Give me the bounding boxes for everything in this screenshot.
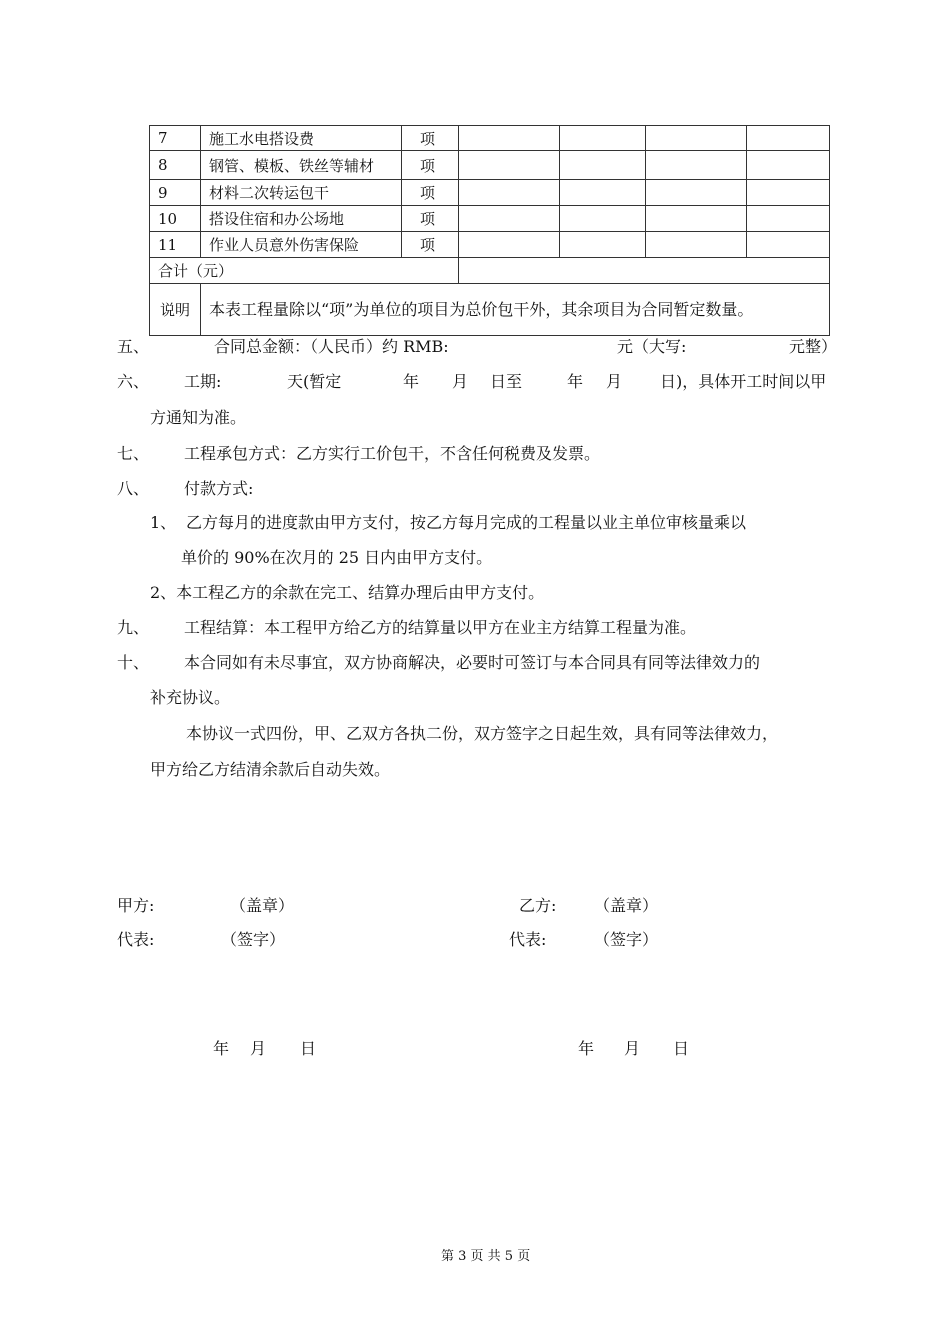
clause-6-day-1: 日至 — [490, 372, 523, 391]
empty-cell — [459, 126, 560, 151]
empty-cell — [646, 126, 747, 151]
empty-cell — [560, 232, 646, 258]
item-unit: 项 — [402, 206, 459, 232]
item-unit: 项 — [402, 126, 459, 151]
clause-6-days: 天(暂定 — [287, 372, 342, 391]
item-name: 材料二次转运包干 — [201, 180, 402, 206]
item-name: 施工水电搭设费 — [201, 126, 402, 151]
empty-cell — [646, 151, 747, 180]
date-b-day: 日 — [673, 1039, 690, 1058]
final-paragraph-line-1: 本协议一式四份，甲、乙双方各执二份，双方签字之日起生效，具有同等法律效力， — [186, 724, 779, 743]
date-a-month: 月 — [250, 1039, 267, 1058]
table-row — [150, 126, 830, 151]
date-a-day: 日 — [300, 1039, 317, 1058]
table-row — [150, 180, 830, 206]
empty-cell — [560, 206, 646, 232]
row-number: 10 — [150, 206, 201, 232]
table-row — [150, 151, 830, 180]
clause-6-continued: 方通知为准。 — [150, 408, 247, 427]
clause-9-number: 九、 — [117, 618, 150, 637]
rep-a-sign: （签字） — [221, 930, 286, 949]
note-row — [150, 284, 830, 336]
party-b-label: 乙方: — [519, 896, 557, 915]
empty-cell — [459, 232, 560, 258]
clause-5-number: 五、 — [117, 337, 150, 356]
empty-cell — [747, 151, 830, 180]
party-a-seal: （盖章） — [230, 896, 295, 915]
clause-6-number: 六、 — [117, 372, 150, 391]
item-unit: 项 — [402, 232, 459, 258]
date-b-month: 月 — [624, 1039, 641, 1058]
total-value — [459, 258, 830, 284]
date-a-year: 年 — [213, 1039, 230, 1058]
row-number: 9 — [150, 180, 201, 206]
party-b-seal: （盖章） — [594, 896, 659, 915]
clause-6-tail: 日)，具体开工时间以甲 — [660, 372, 827, 391]
total-row — [150, 258, 830, 284]
clause-8-number: 八、 — [117, 479, 150, 498]
empty-cell — [747, 206, 830, 232]
clause-6-month-2: 月 — [606, 372, 623, 391]
empty-cell — [459, 206, 560, 232]
item-unit: 项 — [402, 180, 459, 206]
final-paragraph-line-2: 甲方给乙方结清余款后自动失效。 — [150, 760, 391, 779]
cost-items-table — [149, 125, 830, 336]
date-b-year: 年 — [578, 1039, 595, 1058]
empty-cell — [459, 180, 560, 206]
empty-cell — [646, 180, 747, 206]
clause-7-number: 七、 — [117, 444, 150, 463]
clause-8-1-number: 1、 — [150, 513, 177, 532]
clause-8-text: 付款方式: — [184, 479, 254, 498]
row-number: 8 — [150, 151, 201, 180]
row-number: 11 — [150, 232, 201, 258]
empty-cell — [747, 180, 830, 206]
clause-8-2-text: 2、本工程乙方的余款在完工、结算办理后由甲方支付。 — [150, 583, 545, 602]
empty-cell — [646, 206, 747, 232]
page-number: 第 3 页 共 5 页 — [441, 1249, 531, 1264]
empty-cell — [747, 232, 830, 258]
empty-cell — [560, 180, 646, 206]
clause-10-number: 十、 — [117, 653, 150, 672]
empty-cell — [560, 126, 646, 151]
clause-5-amount: 合同总金额：（人民币）约 RMB: — [214, 337, 449, 356]
note-label: 说明 — [150, 284, 201, 336]
clause-8-1-text: 乙方每月的进度款由甲方支付，按乙方每月完成的工程量以业主单位审核量乘以 — [186, 513, 747, 532]
note-text: 本表工程量除以“项”为单位的项目为总价包干外，其余项目为合同暂定数量。 — [201, 284, 830, 336]
row-number: 7 — [150, 126, 201, 151]
party-a-label: 甲方: — [117, 896, 155, 915]
total-label: 合计（元） — [150, 258, 459, 284]
clause-10-continued: 补充协议。 — [150, 688, 231, 707]
clause-9-text: 工程结算：本工程甲方给乙方的结算量以甲方在业主方结算工程量为准。 — [184, 618, 697, 637]
clause-6-label: 工期: — [184, 372, 222, 391]
item-unit: 项 — [402, 151, 459, 180]
item-name: 搭设住宿和办公场地 — [201, 206, 402, 232]
clause-10-text: 本合同如有未尽事宜，双方协商解决，必要时可签订与本合同具有同等法律效力的 — [184, 653, 761, 672]
item-name: 钢管、模板、铁丝等辅材 — [201, 151, 402, 180]
clause-6-month-1: 月 — [452, 372, 469, 391]
clause-6-year-1: 年 — [403, 372, 420, 391]
rep-a-label: 代表: — [117, 930, 155, 949]
empty-cell — [459, 151, 560, 180]
clause-8-1-continued: 单价的 90%在次月的 25 日内由甲方支付。 — [181, 548, 493, 567]
rep-b-label: 代表: — [509, 930, 547, 949]
clause-5-end: 元整） — [789, 337, 838, 356]
item-name: 作业人员意外伤害保险 — [201, 232, 402, 258]
clause-5-capital: 元（大写: — [617, 337, 687, 356]
empty-cell — [747, 126, 830, 151]
table-row — [150, 232, 830, 258]
rep-b-sign: （签字） — [594, 930, 659, 949]
clause-6-year-2: 年 — [567, 372, 584, 391]
empty-cell — [646, 232, 747, 258]
table-row — [150, 206, 830, 232]
clause-7-text: 工程承包方式：乙方实行工价包干，不含任何税费及发票。 — [184, 444, 601, 463]
empty-cell — [560, 151, 646, 180]
